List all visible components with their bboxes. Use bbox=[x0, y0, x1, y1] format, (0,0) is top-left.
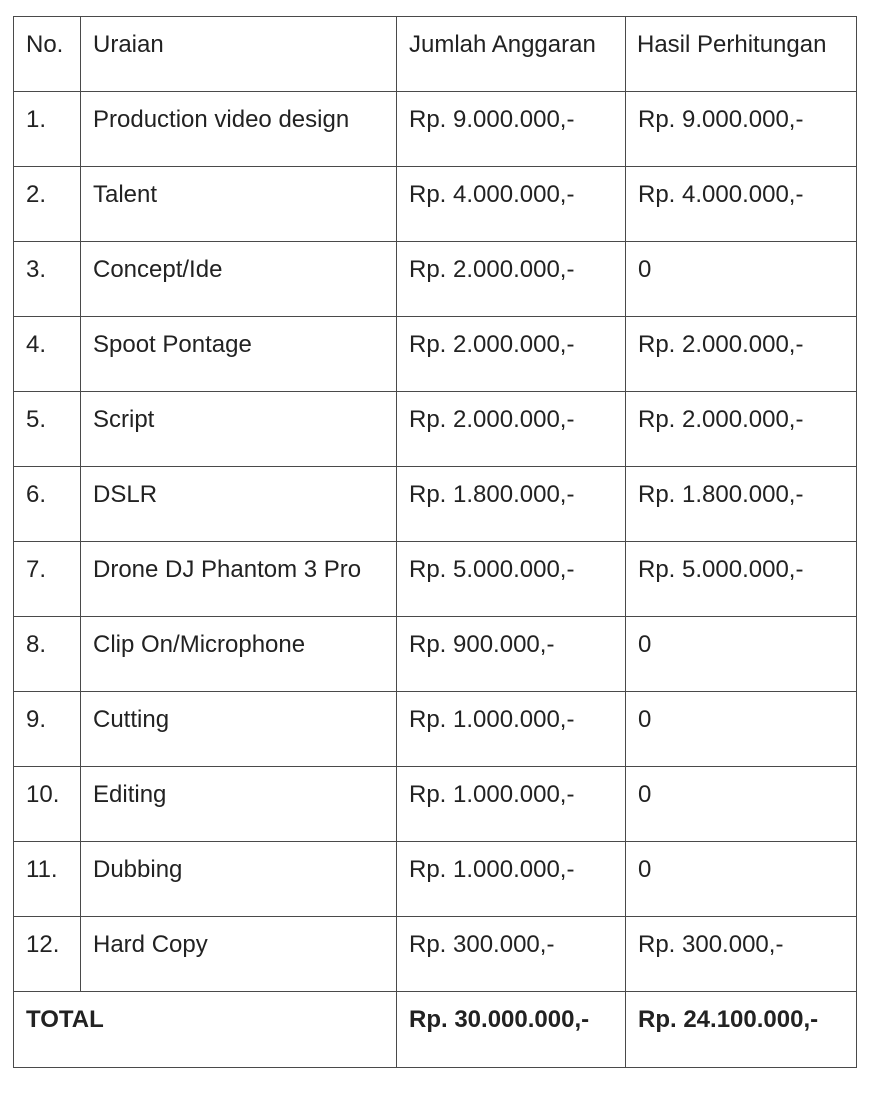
table-row bbox=[14, 842, 857, 917]
row-no: 3. bbox=[14, 242, 81, 317]
header-uraian: Uraian bbox=[81, 17, 397, 92]
total-jumlah: Rp. 30.000.000,- bbox=[397, 992, 626, 1068]
row-no: 4. bbox=[14, 317, 81, 392]
row-hasil: 0 bbox=[626, 767, 857, 842]
row-uraian: Drone DJ Phantom 3 Pro bbox=[81, 542, 397, 617]
row-no: 8. bbox=[14, 617, 81, 692]
row-uraian: DSLR bbox=[81, 467, 397, 542]
table-row bbox=[14, 392, 857, 467]
row-jumlah: Rp. 2.000.000,- bbox=[397, 317, 626, 392]
table-row bbox=[14, 767, 857, 842]
table-row bbox=[14, 167, 857, 242]
row-hasil: Rp. 2.000.000,- bbox=[626, 392, 857, 467]
table-row bbox=[14, 692, 857, 767]
row-uraian: Talent bbox=[81, 167, 397, 242]
row-uraian: Concept/Ide bbox=[81, 242, 397, 317]
row-no: 1. bbox=[14, 92, 81, 167]
row-jumlah: Rp. 2.000.000,- bbox=[397, 392, 626, 467]
row-uraian: Dubbing bbox=[81, 842, 397, 917]
row-jumlah: Rp. 9.000.000,- bbox=[397, 92, 626, 167]
row-no: 6. bbox=[14, 467, 81, 542]
row-uraian: Cutting bbox=[81, 692, 397, 767]
row-hasil: 0 bbox=[626, 617, 857, 692]
row-hasil: 0 bbox=[626, 692, 857, 767]
row-uraian: Hard Copy bbox=[81, 917, 397, 992]
row-jumlah: Rp. 5.000.000,- bbox=[397, 542, 626, 617]
row-no: 12. bbox=[14, 917, 81, 992]
row-hasil: 0 bbox=[626, 842, 857, 917]
row-hasil: Rp. 4.000.000,- bbox=[626, 167, 857, 242]
row-hasil: Rp. 300.000,- bbox=[626, 917, 857, 992]
row-no: 11. bbox=[14, 842, 81, 917]
row-jumlah: Rp. 300.000,- bbox=[397, 917, 626, 992]
header-jumlah-anggaran: Jumlah Anggaran bbox=[397, 17, 626, 92]
row-jumlah: Rp. 4.000.000,- bbox=[397, 167, 626, 242]
row-uraian: Production video design bbox=[81, 92, 397, 167]
row-no: 10. bbox=[14, 767, 81, 842]
row-hasil: Rp. 1.800.000,- bbox=[626, 467, 857, 542]
total-row bbox=[14, 992, 857, 1068]
row-uraian: Spoot Pontage bbox=[81, 317, 397, 392]
table-row bbox=[14, 317, 857, 392]
header-no: No. bbox=[14, 17, 81, 92]
total-hasil: Rp. 24.100.000,- bbox=[626, 992, 857, 1068]
table-row bbox=[14, 92, 857, 167]
row-jumlah: Rp. 1.000.000,- bbox=[397, 692, 626, 767]
row-no: 2. bbox=[14, 167, 81, 242]
row-hasil: Rp. 9.000.000,- bbox=[626, 92, 857, 167]
row-no: 9. bbox=[14, 692, 81, 767]
budget-table bbox=[13, 16, 857, 1068]
table-row bbox=[14, 242, 857, 317]
row-jumlah: Rp. 1.800.000,- bbox=[397, 467, 626, 542]
row-hasil: Rp. 5.000.000,- bbox=[626, 542, 857, 617]
row-uraian: Editing bbox=[81, 767, 397, 842]
row-jumlah: Rp. 1.000.000,- bbox=[397, 767, 626, 842]
row-jumlah: Rp. 1.000.000,- bbox=[397, 842, 626, 917]
row-hasil: Rp. 2.000.000,- bbox=[626, 317, 857, 392]
row-jumlah: Rp. 900.000,- bbox=[397, 617, 626, 692]
table-body bbox=[14, 92, 857, 1068]
table-row bbox=[14, 467, 857, 542]
row-uraian: Clip On/Microphone bbox=[81, 617, 397, 692]
header-hasil-perhitungan: Hasil Perhitungan bbox=[626, 17, 857, 92]
row-no: 7. bbox=[14, 542, 81, 617]
table-row bbox=[14, 542, 857, 617]
row-jumlah: Rp. 2.000.000,- bbox=[397, 242, 626, 317]
total-label: TOTAL bbox=[14, 992, 397, 1068]
row-hasil: 0 bbox=[626, 242, 857, 317]
table-row bbox=[14, 617, 857, 692]
row-uraian: Script bbox=[81, 392, 397, 467]
header-row bbox=[14, 17, 857, 92]
table-row bbox=[14, 917, 857, 992]
row-no: 5. bbox=[14, 392, 81, 467]
